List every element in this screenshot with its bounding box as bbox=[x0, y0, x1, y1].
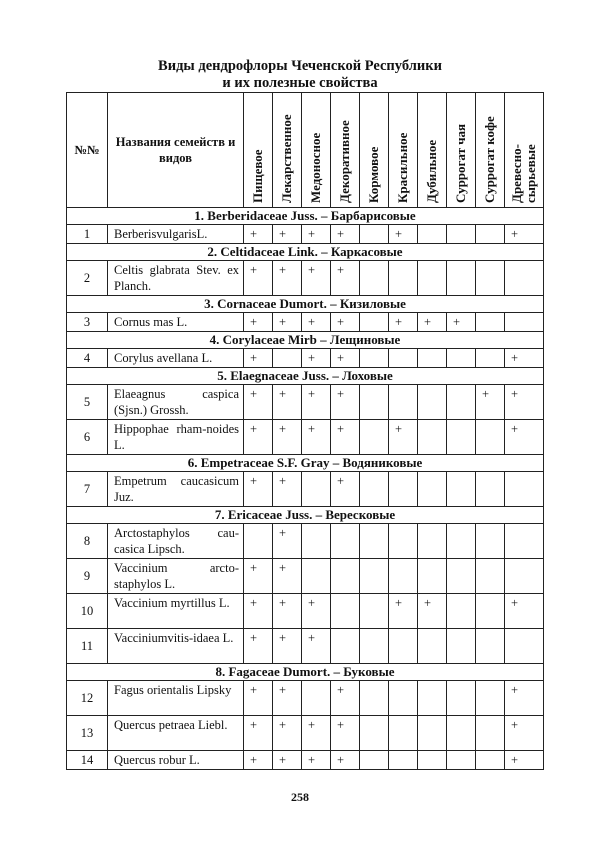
property-cell bbox=[331, 472, 360, 507]
plus-mark: + bbox=[337, 718, 345, 732]
property-cell bbox=[273, 524, 302, 559]
property-cell bbox=[244, 751, 273, 770]
family-title: 4. Corylaceae Mirb – Лещиновые bbox=[67, 332, 544, 349]
property-cell bbox=[476, 420, 505, 455]
plus-mark: + bbox=[250, 315, 258, 329]
header-property bbox=[389, 93, 418, 208]
species-number: 6 bbox=[67, 420, 108, 455]
property-cell bbox=[360, 420, 389, 455]
species-row bbox=[67, 385, 544, 420]
property-cell bbox=[447, 349, 476, 368]
table-title-line-1: Виды дендрофлоры Чеченской Республики bbox=[158, 58, 442, 74]
species-number: 12 bbox=[67, 681, 108, 716]
plus-mark: + bbox=[308, 718, 316, 732]
family-title: 1. Berberidaceae Juss. – Барбарисовые bbox=[67, 208, 544, 225]
header-property bbox=[273, 93, 302, 208]
species-number: 4 bbox=[67, 349, 108, 368]
property-cell bbox=[505, 472, 544, 507]
property-cell bbox=[447, 524, 476, 559]
species-name: Quercus petraea Liebl. bbox=[108, 716, 244, 751]
header-row bbox=[67, 93, 544, 208]
property-cell bbox=[360, 385, 389, 420]
property-cell bbox=[505, 629, 544, 664]
property-cell bbox=[331, 420, 360, 455]
species-row bbox=[67, 261, 544, 296]
species-row bbox=[67, 225, 544, 244]
plus-mark: + bbox=[424, 315, 432, 329]
property-cell bbox=[389, 524, 418, 559]
plus-mark: + bbox=[279, 387, 287, 401]
plus-mark: + bbox=[279, 526, 287, 540]
plus-mark: + bbox=[250, 263, 258, 277]
species-row bbox=[67, 629, 544, 664]
property-cell bbox=[418, 751, 447, 770]
property-cell bbox=[244, 524, 273, 559]
header-name: Названия семейств и видов bbox=[108, 93, 244, 208]
property-cell bbox=[302, 594, 331, 629]
property-cell bbox=[418, 225, 447, 244]
species-number: 8 bbox=[67, 524, 108, 559]
property-cell bbox=[360, 261, 389, 296]
property-cell bbox=[447, 385, 476, 420]
property-cell bbox=[505, 751, 544, 770]
plus-mark: + bbox=[250, 387, 258, 401]
species-number: 10 bbox=[67, 594, 108, 629]
plus-mark: + bbox=[395, 596, 403, 610]
property-cell bbox=[389, 472, 418, 507]
property-cell bbox=[244, 594, 273, 629]
plus-mark: + bbox=[337, 227, 345, 241]
property-cell bbox=[505, 524, 544, 559]
plus-mark: + bbox=[250, 227, 258, 241]
property-cell bbox=[244, 716, 273, 751]
header-property-label: Древесно-сырьевые bbox=[509, 144, 538, 203]
header-property bbox=[447, 93, 476, 208]
family-row bbox=[67, 332, 544, 349]
property-cell bbox=[418, 681, 447, 716]
property-cell bbox=[360, 559, 389, 594]
property-cell bbox=[389, 629, 418, 664]
species-name: Cornus mas L. bbox=[108, 313, 244, 332]
header-property-label: Суррогат кофе bbox=[482, 116, 497, 203]
header-property bbox=[244, 93, 273, 208]
species-name: Fagus orientalis Lipsky bbox=[108, 681, 244, 716]
property-cell bbox=[273, 472, 302, 507]
property-cell bbox=[273, 751, 302, 770]
property-cell bbox=[331, 385, 360, 420]
plus-mark: + bbox=[279, 474, 287, 488]
property-cell bbox=[418, 524, 447, 559]
property-cell bbox=[447, 681, 476, 716]
property-cell bbox=[476, 472, 505, 507]
property-cell bbox=[505, 681, 544, 716]
property-cell bbox=[418, 349, 447, 368]
property-cell bbox=[302, 629, 331, 664]
species-name: Elaeagnus caspica (Sjsn.) Grossh. bbox=[108, 385, 244, 420]
property-cell bbox=[273, 349, 302, 368]
property-cell bbox=[244, 629, 273, 664]
header-property bbox=[418, 93, 447, 208]
property-cell bbox=[389, 594, 418, 629]
table-title-line-2: и их полезные свойства bbox=[222, 75, 378, 91]
family-row bbox=[67, 296, 544, 313]
property-cell bbox=[360, 225, 389, 244]
property-cell bbox=[244, 225, 273, 244]
species-number: 2 bbox=[67, 261, 108, 296]
property-cell bbox=[389, 261, 418, 296]
plus-mark: + bbox=[511, 718, 519, 732]
family-title: 5. Elaegnaceae Juss. – Лоховые bbox=[67, 368, 544, 385]
plus-mark: + bbox=[337, 474, 345, 488]
property-cell bbox=[331, 313, 360, 332]
species-number: 9 bbox=[67, 559, 108, 594]
property-cell bbox=[505, 261, 544, 296]
property-cell bbox=[418, 313, 447, 332]
property-cell bbox=[273, 629, 302, 664]
property-cell bbox=[331, 751, 360, 770]
property-cell bbox=[476, 594, 505, 629]
property-cell bbox=[476, 524, 505, 559]
property-cell bbox=[418, 559, 447, 594]
property-cell bbox=[360, 751, 389, 770]
property-cell bbox=[476, 349, 505, 368]
plus-mark: + bbox=[337, 263, 345, 277]
header-property-label: Пищевое bbox=[250, 149, 265, 203]
species-row bbox=[67, 349, 544, 368]
plus-mark: + bbox=[279, 561, 287, 575]
property-cell bbox=[505, 349, 544, 368]
property-cell bbox=[302, 716, 331, 751]
property-cell bbox=[302, 313, 331, 332]
property-cell bbox=[418, 716, 447, 751]
plus-mark: + bbox=[250, 753, 258, 767]
property-cell bbox=[447, 594, 476, 629]
header-property bbox=[302, 93, 331, 208]
property-cell bbox=[360, 716, 389, 751]
plus-mark: + bbox=[308, 596, 316, 610]
header-property bbox=[360, 93, 389, 208]
property-cell bbox=[476, 751, 505, 770]
property-cell bbox=[273, 559, 302, 594]
property-cell bbox=[302, 420, 331, 455]
species-name: Vaccinium arcto-staphylos L. bbox=[108, 559, 244, 594]
plus-mark: + bbox=[279, 631, 287, 645]
property-cell bbox=[447, 261, 476, 296]
property-cell bbox=[331, 681, 360, 716]
property-cell bbox=[302, 349, 331, 368]
species-row bbox=[67, 420, 544, 455]
property-cell bbox=[476, 629, 505, 664]
page-number: 258 bbox=[291, 790, 309, 804]
family-row bbox=[67, 455, 544, 472]
family-row bbox=[67, 244, 544, 261]
family-title: 2. Celtidaceae Link. – Каркасовые bbox=[67, 244, 544, 261]
property-cell bbox=[302, 385, 331, 420]
species-name: Arctostaphylos cau-casica Lipsch. bbox=[108, 524, 244, 559]
plus-mark: + bbox=[511, 422, 519, 436]
species-name: Celtis glabrata Stev. ex Planch. bbox=[108, 261, 244, 296]
property-cell bbox=[360, 629, 389, 664]
property-cell bbox=[273, 716, 302, 751]
family-title: 6. Empetraceae S.F. Gray – Водяниковые bbox=[67, 455, 544, 472]
property-cell bbox=[418, 261, 447, 296]
property-cell bbox=[331, 629, 360, 664]
property-cell bbox=[447, 716, 476, 751]
property-cell bbox=[302, 681, 331, 716]
plus-mark: + bbox=[308, 227, 316, 241]
plus-mark: + bbox=[337, 683, 345, 697]
plus-mark: + bbox=[250, 422, 258, 436]
plus-mark: + bbox=[279, 683, 287, 697]
property-cell bbox=[476, 225, 505, 244]
property-cell bbox=[389, 716, 418, 751]
header-property bbox=[331, 93, 360, 208]
property-cell bbox=[273, 420, 302, 455]
property-cell bbox=[360, 681, 389, 716]
plus-mark: + bbox=[424, 596, 432, 610]
header-number: №№ bbox=[67, 93, 108, 208]
plus-mark: + bbox=[337, 351, 345, 365]
plus-mark: + bbox=[511, 387, 519, 401]
property-cell bbox=[476, 385, 505, 420]
property-cell bbox=[360, 349, 389, 368]
species-name: Hippophae rham-noides L. bbox=[108, 420, 244, 455]
property-cell bbox=[360, 524, 389, 559]
plus-mark: + bbox=[395, 227, 403, 241]
plus-mark: + bbox=[279, 422, 287, 436]
property-cell bbox=[273, 225, 302, 244]
property-cell bbox=[244, 420, 273, 455]
header-property-label: Медоносное bbox=[308, 132, 323, 203]
property-cell bbox=[447, 420, 476, 455]
property-cell bbox=[302, 261, 331, 296]
species-name: Corylus avellana L. bbox=[108, 349, 244, 368]
family-title: 8. Fagaceae Dumort. – Буковые bbox=[67, 664, 544, 681]
property-cell bbox=[331, 225, 360, 244]
property-cell bbox=[505, 420, 544, 455]
plus-mark: + bbox=[279, 227, 287, 241]
plus-mark: + bbox=[337, 315, 345, 329]
header-property-label: Кормовое bbox=[366, 146, 381, 203]
property-cell bbox=[273, 681, 302, 716]
property-cell bbox=[331, 261, 360, 296]
plus-mark: + bbox=[453, 315, 461, 329]
plus-mark: + bbox=[511, 753, 519, 767]
plus-mark: + bbox=[250, 683, 258, 697]
property-cell bbox=[360, 313, 389, 332]
property-cell bbox=[505, 225, 544, 244]
property-cell bbox=[302, 524, 331, 559]
plus-mark: + bbox=[308, 387, 316, 401]
property-cell bbox=[447, 225, 476, 244]
property-cell bbox=[273, 594, 302, 629]
property-cell bbox=[505, 313, 544, 332]
plus-mark: + bbox=[250, 474, 258, 488]
property-cell bbox=[447, 559, 476, 594]
species-row bbox=[67, 594, 544, 629]
species-number: 1 bbox=[67, 225, 108, 244]
property-cell bbox=[244, 385, 273, 420]
species-name: Vacciniumvitis-idaea L. bbox=[108, 629, 244, 664]
plus-mark: + bbox=[511, 596, 519, 610]
plus-mark: + bbox=[279, 718, 287, 732]
header-property-label: Лекарственное bbox=[279, 114, 294, 203]
property-cell bbox=[331, 594, 360, 629]
property-cell bbox=[331, 349, 360, 368]
family-title: 3. Cornaceae Dumort. – Кизиловые bbox=[67, 296, 544, 313]
property-cell bbox=[418, 420, 447, 455]
property-cell bbox=[244, 261, 273, 296]
plus-mark: + bbox=[482, 387, 490, 401]
property-cell bbox=[360, 472, 389, 507]
property-cell bbox=[447, 629, 476, 664]
family-row bbox=[67, 664, 544, 681]
species-row bbox=[67, 472, 544, 507]
property-cell bbox=[389, 349, 418, 368]
property-cell bbox=[447, 313, 476, 332]
plus-mark: + bbox=[250, 561, 258, 575]
property-cell bbox=[505, 385, 544, 420]
species-number: 5 bbox=[67, 385, 108, 420]
property-cell bbox=[505, 594, 544, 629]
header-property bbox=[505, 93, 544, 208]
species-name: Empetrum caucasicum Juz. bbox=[108, 472, 244, 507]
plus-mark: + bbox=[511, 351, 519, 365]
property-cell bbox=[389, 313, 418, 332]
species-name: Quercus robur L. bbox=[108, 751, 244, 770]
header-property-label: Суррогат чая bbox=[453, 123, 468, 203]
property-cell bbox=[273, 261, 302, 296]
plus-mark: + bbox=[511, 227, 519, 241]
plus-mark: + bbox=[279, 315, 287, 329]
property-cell bbox=[302, 751, 331, 770]
species-row bbox=[67, 559, 544, 594]
property-cell bbox=[447, 751, 476, 770]
property-cell bbox=[273, 313, 302, 332]
property-cell bbox=[476, 313, 505, 332]
property-cell bbox=[389, 681, 418, 716]
property-cell bbox=[244, 559, 273, 594]
species-name: BerberisvulgarisL. bbox=[108, 225, 244, 244]
plus-mark: + bbox=[250, 631, 258, 645]
species-row bbox=[67, 313, 544, 332]
plus-mark: + bbox=[337, 387, 345, 401]
species-name: Vaccinium myrtillus L. bbox=[108, 594, 244, 629]
species-number: 3 bbox=[67, 313, 108, 332]
property-cell bbox=[389, 385, 418, 420]
property-cell bbox=[244, 472, 273, 507]
species-row bbox=[67, 681, 544, 716]
plus-mark: + bbox=[250, 351, 258, 365]
plus-mark: + bbox=[337, 422, 345, 436]
plus-mark: + bbox=[308, 753, 316, 767]
species-properties-table bbox=[66, 92, 544, 770]
plus-mark: + bbox=[279, 263, 287, 277]
property-cell bbox=[360, 594, 389, 629]
family-row bbox=[67, 368, 544, 385]
species-row bbox=[67, 524, 544, 559]
plus-mark: + bbox=[308, 315, 316, 329]
family-row bbox=[67, 208, 544, 225]
plus-mark: + bbox=[279, 753, 287, 767]
plus-mark: + bbox=[308, 263, 316, 277]
property-cell bbox=[476, 261, 505, 296]
property-cell bbox=[447, 472, 476, 507]
plus-mark: + bbox=[250, 718, 258, 732]
plus-mark: + bbox=[395, 422, 403, 436]
plus-mark: + bbox=[279, 596, 287, 610]
property-cell bbox=[505, 559, 544, 594]
plus-mark: + bbox=[395, 315, 403, 329]
property-cell bbox=[244, 681, 273, 716]
property-cell bbox=[389, 225, 418, 244]
property-cell bbox=[302, 225, 331, 244]
property-cell bbox=[331, 559, 360, 594]
species-row bbox=[67, 751, 544, 770]
property-cell bbox=[331, 716, 360, 751]
plus-mark: + bbox=[511, 683, 519, 697]
property-cell bbox=[389, 751, 418, 770]
plus-mark: + bbox=[308, 422, 316, 436]
property-cell bbox=[273, 385, 302, 420]
property-cell bbox=[418, 385, 447, 420]
species-number: 11 bbox=[67, 629, 108, 664]
property-cell bbox=[476, 681, 505, 716]
property-cell bbox=[418, 594, 447, 629]
property-cell bbox=[476, 559, 505, 594]
property-cell bbox=[418, 629, 447, 664]
property-cell bbox=[418, 472, 447, 507]
property-cell bbox=[476, 716, 505, 751]
property-cell bbox=[389, 559, 418, 594]
family-title: 7. Ericaceae Juss. – Вересковые bbox=[67, 507, 544, 524]
header-property-label: Декоративное bbox=[337, 120, 352, 203]
property-cell bbox=[244, 313, 273, 332]
species-number: 13 bbox=[67, 716, 108, 751]
species-number: 7 bbox=[67, 472, 108, 507]
plus-mark: + bbox=[308, 631, 316, 645]
plus-mark: + bbox=[337, 753, 345, 767]
family-row bbox=[67, 507, 544, 524]
header-property bbox=[476, 93, 505, 208]
species-row bbox=[67, 716, 544, 751]
species-number: 14 bbox=[67, 751, 108, 770]
header-property-label: Красильное bbox=[395, 132, 410, 203]
header-property-label: Дубильное bbox=[424, 139, 439, 203]
property-cell bbox=[331, 524, 360, 559]
property-cell bbox=[302, 559, 331, 594]
property-cell bbox=[244, 349, 273, 368]
plus-mark: + bbox=[250, 596, 258, 610]
plus-mark: + bbox=[308, 351, 316, 365]
property-cell bbox=[302, 472, 331, 507]
property-cell bbox=[389, 420, 418, 455]
property-cell bbox=[505, 716, 544, 751]
